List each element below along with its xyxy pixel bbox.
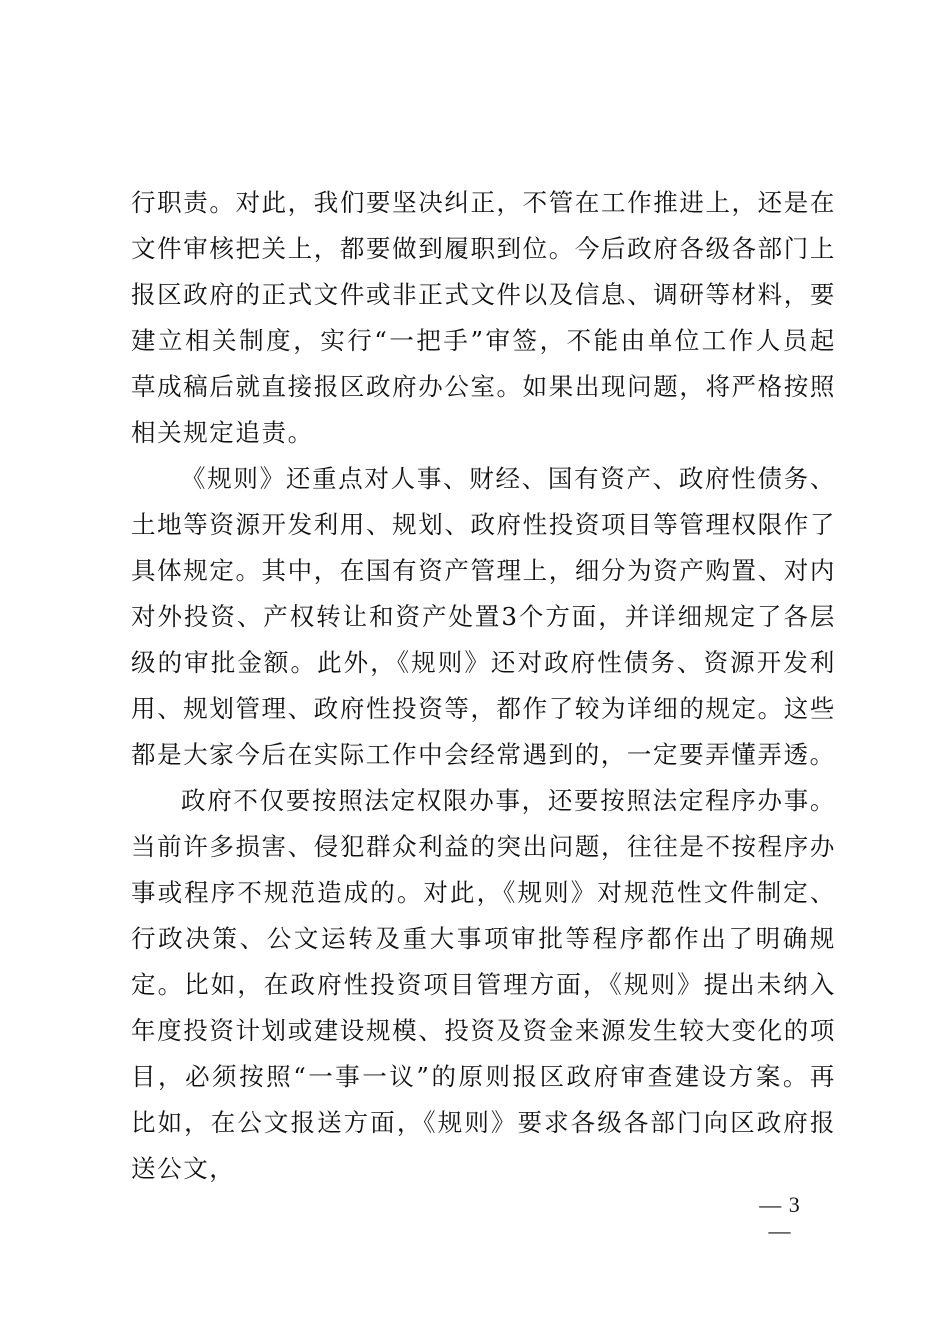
paragraph-1: 行职责。对此，我们要坚决纠正，不管在工作推进上，还是在文件审核把关上，都要做到履职到位。今后政府各级各部门上报区政府的正式文件或非正式文件以及信息、调研等材料，要建立相关制度，实行“一把手”审签，不能由单位工作人员起草成稿后就直接报区政府办公室。如果出现问题，将严格按照相关规定追责。	[131, 188, 836, 447]
page-number: — 3 —	[759, 1192, 801, 1243]
paragraph-2: 《规则》还重点对人事、财经、国有资产、政府性债务、土地等资源开发利用、规划、政府性投资项目等管理权限作了具体规定。其中，在国有资产管理上，细分为资产购置、对内对外投资、产权转让和资产处置3个方面，并详细规定了各层级的审批金额。此外，《规则》还对政府性债务、资源开发利用、规划管理、政府性投资等，都作了较为详细的规定。这些都是大家今后在实际工作中会经常遇到的，一定要弄懂弄透。	[131, 464, 836, 769]
paragraph-3: 政府不仅要按照法定权限办事，还要按照法定程序办事。当前许多损害、侵犯群众利益的突出问题，往往是不按程序办事或程序不规范造成的。对此，《规则》对规范性文件制定、行政决策、公文运转及重大事项审批等程序都作出了明确规定。比如，在政府性投资项目管理方面，《规则》提出未纳入年度投资计划或建设规模、投资及资金来源发生较大变化的项目，必须按照“一事一议”的原则报区政府审查建设方案。再比如，在公文报送方面，《规则》要求各级各部门向区政府报送公文，	[131, 786, 836, 1183]
body-text	[131, 180, 836, 1192]
